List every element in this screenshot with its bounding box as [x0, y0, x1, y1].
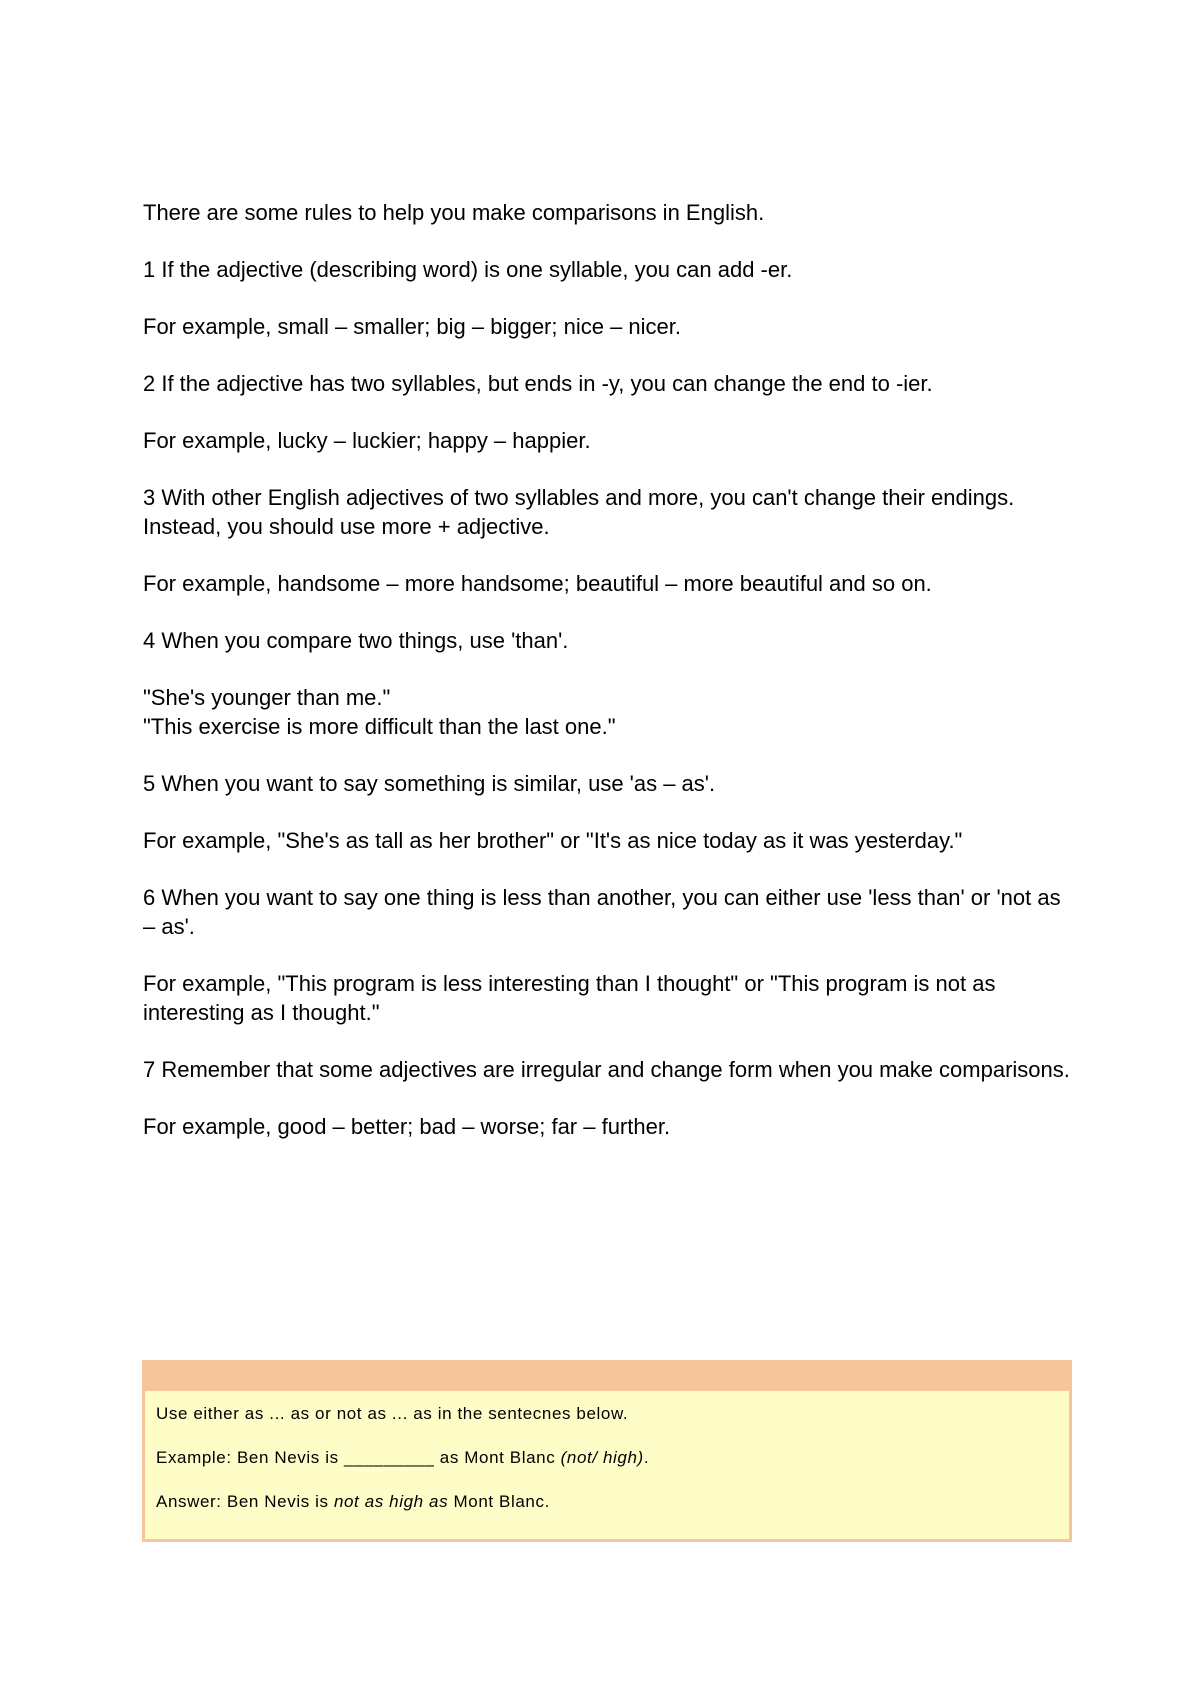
- rule-2: 2 If the adjective has two syllables, but ends in -y, you can change the end to -ier.: [143, 371, 933, 396]
- exercise-example: [156, 1445, 1059, 1470]
- rule-6-example: For example, "This program is less interesting than I thought" or "This program is not as interesting as I thought.": [143, 971, 996, 1025]
- answer-prefix: Answer: Ben Nevis is: [156, 1492, 334, 1511]
- rule-7: 7 Remember that some adjectives are irregular and change form when you make comparisons.: [143, 1057, 1070, 1082]
- rule-4-example-1: "She's younger than me.": [143, 685, 391, 710]
- rule-7-example: For example, good – better; bad – worse; far – further.: [143, 1114, 671, 1139]
- exercise-instruction: Use either as ... as or not as ... as in the sentecnes below.: [156, 1404, 629, 1423]
- exercise-box-body: [145, 1391, 1069, 1514]
- rule-4: 4 When you compare two things, use 'than'.: [143, 628, 569, 653]
- example-hint: (not/ high): [560, 1448, 644, 1467]
- rule-1: 1 If the adjective (describing word) is one syllable, you can add -er.: [143, 257, 793, 282]
- rule-3: 3 With other English adjectives of two syllables and more, you can't change their endings. Instead, you should use more + adjective.: [143, 485, 1015, 539]
- answer-suffix: Mont Blanc.: [448, 1492, 550, 1511]
- rule-1-example: For example, small – smaller; big – bigger; nice – nicer.: [143, 314, 682, 339]
- rules-text: [143, 198, 1073, 1169]
- rule-5: 5 When you want to say something is similar, use 'as – as'.: [143, 771, 716, 796]
- example-suffix: .: [643, 1448, 650, 1467]
- intro-paragraph: There are some rules to help you make comparisons in English.: [143, 200, 765, 225]
- rule-5-example: For example, "She's as tall as her brother" or "It's as nice today as it was yesterday.": [143, 828, 963, 853]
- exercise-answer: [156, 1489, 1059, 1514]
- example-prefix: Example: Ben Nevis is _________ as Mont Blanc: [156, 1448, 561, 1467]
- rule-2-example: For example, lucky – luckier; happy – happier.: [143, 428, 591, 453]
- exercise-box-header: [145, 1363, 1069, 1391]
- rule-4-example-2: "This exercise is more difficult than the last one.": [143, 714, 616, 739]
- rule-6: 6 When you want to say one thing is less than another, you can either use 'less than' or 'not as – as'.: [143, 885, 1061, 939]
- answer-emphasis: not as high as: [333, 1492, 449, 1511]
- rule-3-example: For example, handsome – more handsome; beautiful – more beautiful and so on.: [143, 571, 932, 596]
- exercise-box: [142, 1360, 1072, 1542]
